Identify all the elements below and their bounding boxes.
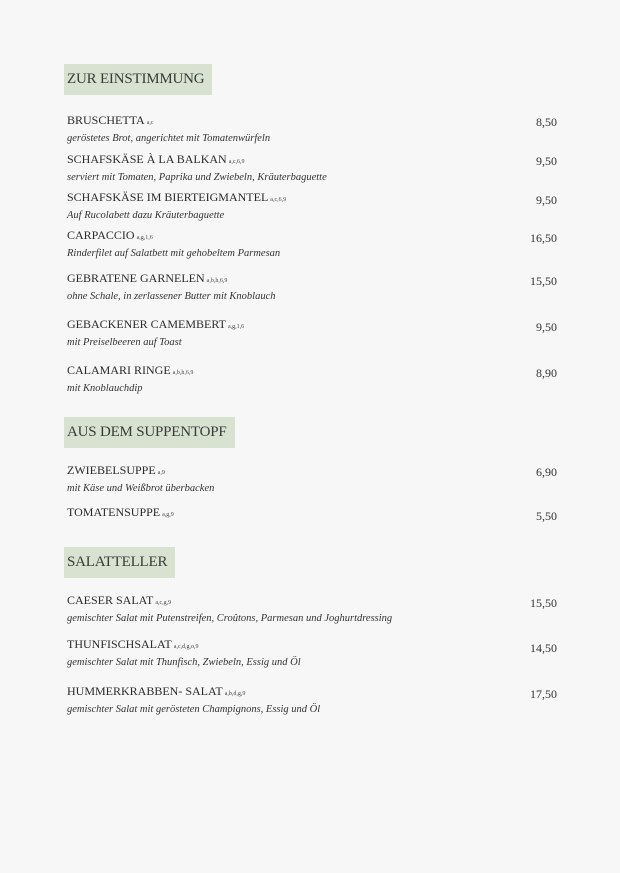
item-price: 16,50 [530, 231, 557, 245]
section-heading: ZUR EINSTIMMUNG [64, 64, 212, 95]
item-name: SCHAFSKÄSE À LA BALKAN a,c,6,9 [67, 152, 245, 166]
item-name: TOMATENSUPPE a,g,9 [67, 505, 174, 519]
allergen-codes: a,c [146, 120, 154, 126]
allergen-codes: a,b,h,6,9 [172, 370, 194, 376]
menu-item [67, 190, 557, 223]
allergen-codes: a,b,h,6,9 [206, 278, 228, 284]
item-price: 17,50 [530, 687, 557, 701]
menu-item [67, 593, 557, 626]
item-price: 6,90 [536, 465, 557, 479]
item-name: SCHAFSKÄSE IM BIERTEIGMANTEL a,c,6,9 [67, 190, 287, 204]
allergen-codes: a,c,d,g,o,9 [173, 644, 199, 650]
item-description: gemischter Salat mit gerösteten Champignons, Essig und Öl [67, 704, 321, 715]
item-price: 8,90 [536, 366, 557, 380]
item-name: ZWIEBELSUPPE a,9 [67, 463, 165, 477]
allergen-codes: a,9 [157, 470, 165, 476]
allergen-codes: a,g,1,6 [227, 324, 245, 330]
item-description: ohne Schale, in zerlassener Butter mit Knoblauch [67, 291, 276, 302]
item-description: mit Knoblauchdip [67, 383, 143, 394]
allergen-codes: a,c,6,9 [270, 197, 287, 203]
item-name: GEBACKENER CAMEMBERT a,g,1,6 [67, 317, 245, 331]
menu-item [67, 684, 557, 717]
menu-item [67, 317, 557, 350]
item-description: serviert mit Tomaten, Paprika und Zwiebeln, Kräuterbaguette [67, 172, 327, 183]
item-description: gemischter Salat mit Thunfisch, Zwiebeln, Essig und Öl [67, 657, 301, 668]
item-name: GEBRATENE GARNELEN a,b,h,6,9 [67, 271, 228, 285]
item-price: 9,50 [536, 320, 557, 334]
allergen-codes: a,c,6,9 [228, 159, 245, 165]
item-price: 15,50 [530, 274, 557, 288]
item-price: 14,50 [530, 641, 557, 655]
menu-item [67, 228, 557, 261]
item-name: THUNFISCHSALAT a,c,d,g,o,9 [67, 637, 199, 651]
section-heading: AUS DEM SUPPENTOPF [64, 417, 235, 448]
item-name: CALAMARI RINGE a,b,h,6,9 [67, 363, 194, 377]
menu-item [67, 271, 557, 304]
item-description: geröstetes Brot, angerichtet mit Tomatenwürfeln [67, 133, 271, 144]
section-heading: SALATTELLER [64, 547, 175, 578]
item-price: 15,50 [530, 596, 557, 610]
allergen-codes: a,g,9 [162, 512, 174, 518]
item-price: 9,50 [536, 193, 557, 207]
item-description: Auf Rucolabett dazu Kräuterbaguette [67, 210, 225, 221]
menu-item [67, 637, 557, 670]
item-price: 8,50 [536, 115, 557, 129]
item-price: 9,50 [536, 154, 557, 168]
menu-item [67, 363, 557, 396]
item-description: mit Käse und Weißbrot überbacken [67, 483, 215, 494]
item-description: Rinderfilet auf Salatbett mit gehobeltem Parmesan [67, 248, 281, 259]
menu-item [67, 113, 557, 146]
item-name: CARPACCIO a,g,1,6 [67, 228, 153, 242]
item-name: CAESER SALAT a,c,g,9 [67, 593, 172, 607]
item-name: HUMMERKRABBEN- SALAT a,b,d,g,9 [67, 684, 246, 698]
menu-item [67, 152, 557, 185]
allergen-codes: a,c,g,9 [155, 600, 172, 606]
allergen-codes: a,g,1,6 [136, 235, 153, 241]
menu-item [67, 505, 557, 523]
allergen-codes: a,b,d,g,9 [224, 691, 246, 697]
item-price: 5,50 [536, 509, 557, 523]
item-description: mit Preiselbeeren auf Toast [67, 337, 182, 348]
menu-item [67, 463, 557, 496]
item-description: gemischter Salat mit Putenstreifen, Croûtons, Parmesan und Joghurtdressing [67, 613, 393, 624]
item-name: BRUSCHETTA a,c [67, 113, 154, 127]
